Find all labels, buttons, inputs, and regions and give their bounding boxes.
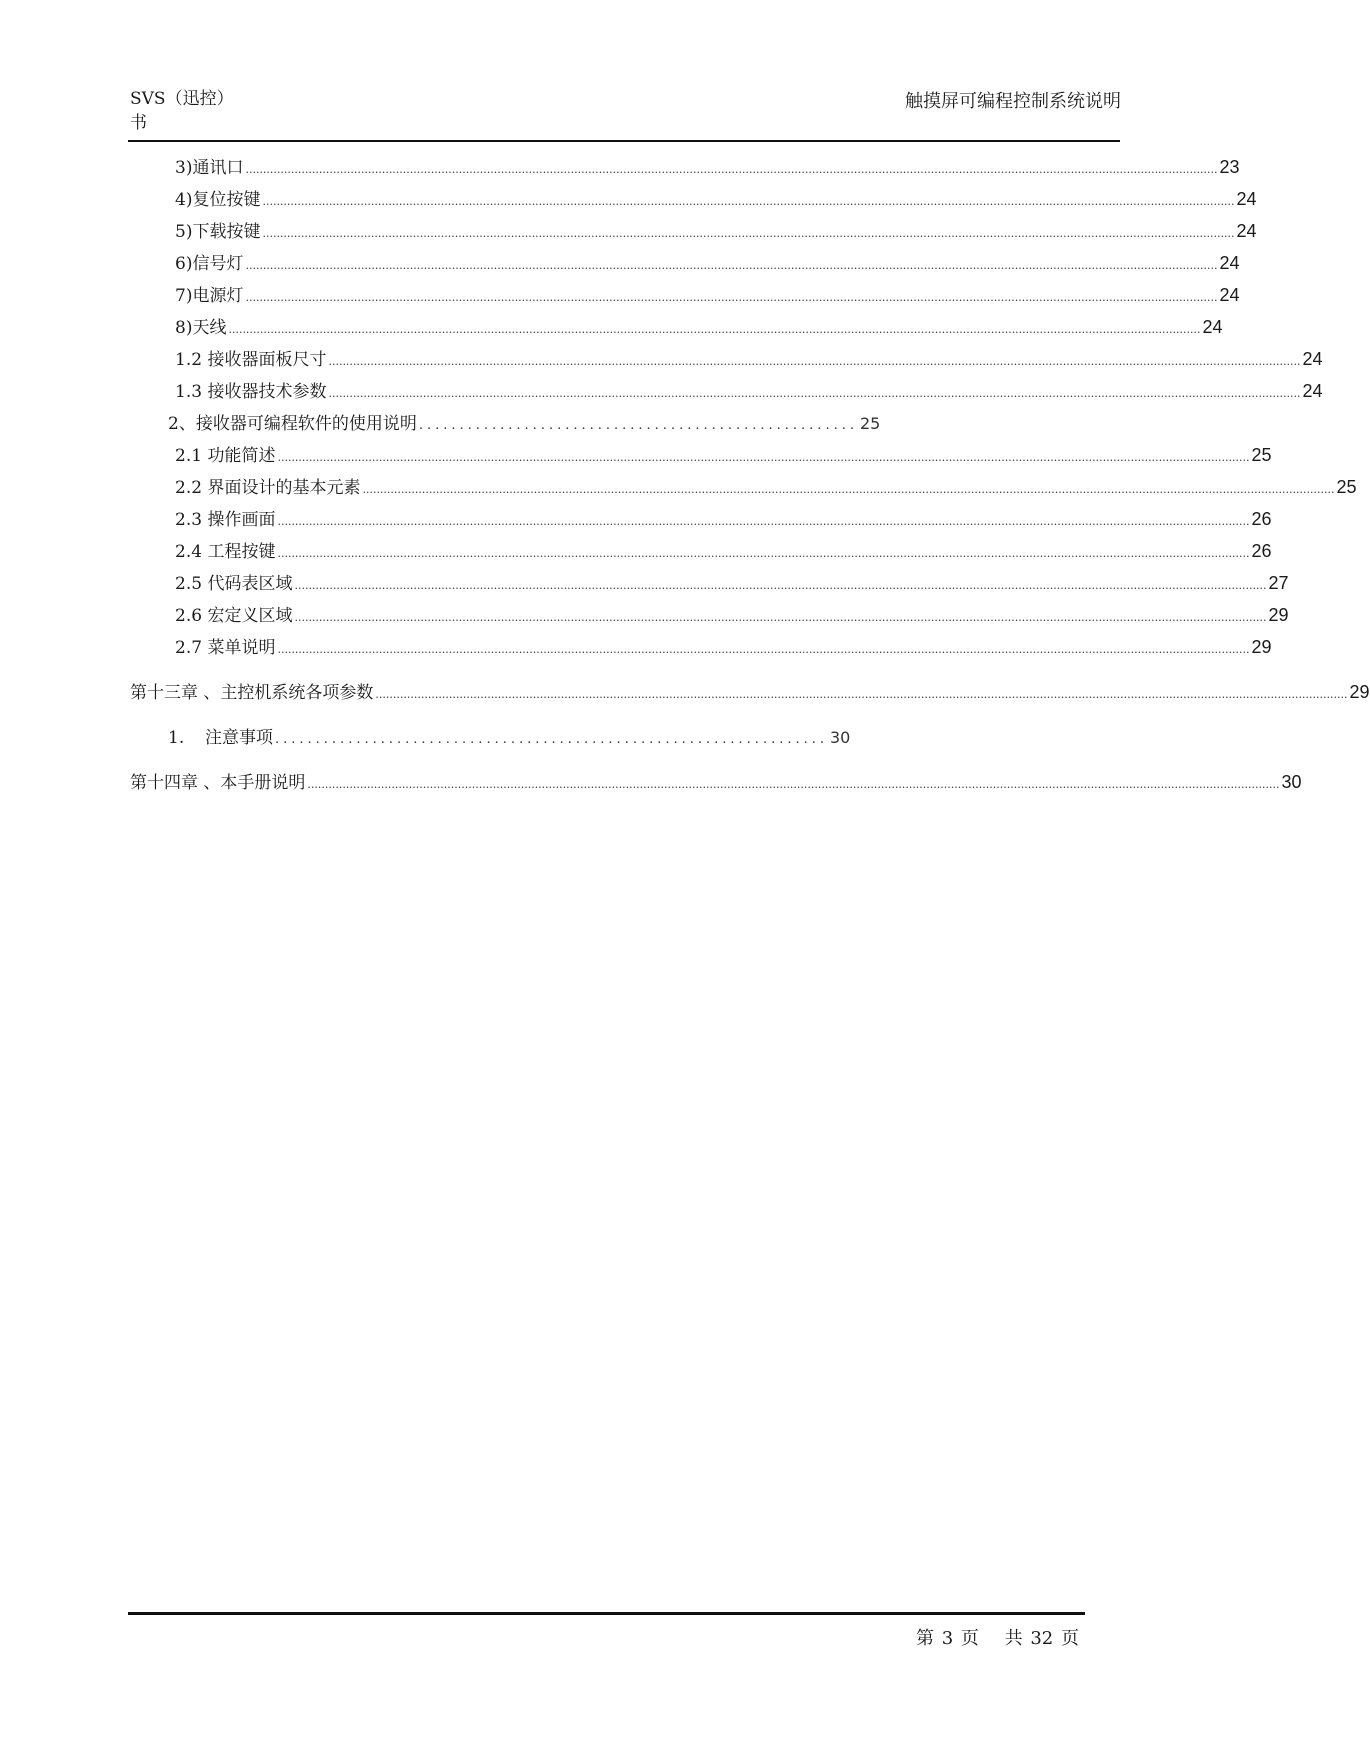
toc-entry-page: 25 — [859, 414, 881, 433]
toc-entry-page: 29 — [1349, 682, 1370, 702]
toc-entry[interactable] — [175, 153, 1240, 178]
toc-entry[interactable] — [168, 723, 998, 748]
header-left-line2: 书 — [130, 113, 147, 133]
toc-entry-title: 下载按键 — [192, 222, 261, 242]
toc-entry-title: 2.7 菜单说明 — [175, 638, 276, 658]
footer-divider — [128, 1612, 1085, 1615]
toc-entry-title: 注意事项 — [205, 728, 273, 748]
toc-entry-title: 通讯口 — [192, 158, 244, 178]
toc-entry-page: 24 — [1302, 381, 1323, 401]
toc-leader-dots: ...................................................... — [418, 418, 858, 433]
toc-entry-page: 24 — [1302, 349, 1323, 369]
page-number-footer: 第 3 页 共 32 页 — [916, 1628, 1079, 1649]
toc-entry[interactable] — [168, 409, 998, 434]
toc-entry[interactable] — [175, 185, 1257, 210]
toc-entry-page: 24 — [1202, 317, 1223, 337]
toc-entry-number: 7) — [175, 286, 193, 306]
toc-entry-title: 第十三章 、主控机系统各项参数 — [130, 683, 374, 703]
toc-leader-dots: ...................................................................................................................................................................................................................................................................................... — [262, 227, 1235, 240]
toc-entry-title: 信号灯 — [192, 254, 244, 274]
toc-leader-dots: ...................................................................................................................................................................................................................................................................................... — [228, 323, 1201, 336]
header-title: 触摸屏可编程控制系统说明 — [905, 91, 1121, 112]
toc-leader-dots: ...................................................................................................................................................................................................................................................................................... — [262, 195, 1235, 208]
toc-leader-dots: ...................................................................................................................................................................................................................................................................................... — [277, 643, 1250, 656]
toc-entry[interactable] — [175, 249, 1240, 274]
toc-entry-page: 25 — [1251, 445, 1272, 465]
toc-leader-dots: ...................................................................................................................................................................................................................................................................................... — [245, 291, 1218, 304]
toc-leader-dots: ...................................................................................................................................................................................................................................................................................... — [277, 515, 1250, 528]
toc-entry[interactable] — [175, 537, 1272, 562]
toc-entry[interactable] — [175, 217, 1257, 242]
toc-entry-title: 2.4 工程按键 — [175, 542, 276, 562]
toc-entry[interactable] — [175, 505, 1272, 530]
toc-entry-title: 2.1 功能简述 — [175, 446, 276, 466]
toc-entry[interactable] — [175, 473, 1357, 498]
toc-leader-dots: ...................................................................................................................................................................................................................................................................................... — [294, 579, 1267, 592]
toc-chapter-entry[interactable] — [130, 768, 1302, 793]
toc-entry-number: 8) — [175, 318, 193, 338]
toc-entry-page: 24 — [1236, 221, 1257, 241]
toc-entry-title: 2.3 操作画面 — [175, 510, 276, 530]
header-left — [130, 87, 234, 135]
toc-entry-title: 1.3 接收器技术参数 — [175, 382, 327, 402]
toc-entry[interactable] — [175, 281, 1240, 306]
toc-leader-dots: ...................................................................................................................................................................................................................................................................................... — [328, 387, 1301, 400]
toc-entry-page: 29 — [1268, 605, 1289, 625]
toc-entry-title: 2.5 代码表区域 — [175, 574, 293, 594]
toc-entry-page: 30 — [1281, 772, 1302, 792]
header-left-line1: SVS（迅控） — [130, 89, 234, 109]
toc-entry[interactable] — [175, 633, 1272, 658]
toc-entry-number: 4) — [175, 190, 193, 210]
toc-entry-number: 5) — [175, 222, 193, 242]
toc-entry-page: 26 — [1251, 509, 1272, 529]
toc-entry-title: 2.2 界面设计的基本元素 — [175, 478, 361, 498]
toc-entry[interactable] — [175, 441, 1272, 466]
toc-entry-title: 第十四章 、本手册说明 — [130, 773, 306, 793]
toc-leader-dots: ...................................................................................................................................................................................................................................................................................... — [328, 355, 1301, 368]
toc-entry[interactable] — [175, 345, 1323, 370]
toc-entry-page: 25 — [1336, 477, 1357, 497]
toc-leader-dots: ...................................................................................................................................................................................................................................................................................... — [277, 451, 1250, 464]
toc-entry[interactable] — [175, 569, 1289, 594]
toc-entry-number: 3) — [175, 158, 193, 178]
toc-entry-page: 23 — [1219, 157, 1240, 177]
toc-entry-page: 24 — [1219, 253, 1240, 273]
toc-entry-number: 1. — [168, 728, 185, 748]
toc-leader-dots: ...................................................................................................................................................................................................................................................................................... — [375, 688, 1348, 701]
toc-entry-title: 2.6 宏定义区域 — [175, 606, 293, 626]
toc-leader-dots: ...................................................................................................................................................................................................................................................................................... — [294, 611, 1267, 624]
toc-entry-title: 天线 — [192, 318, 227, 338]
toc-leader-dots: ...................................................................................................................................................................................................................................................................................... — [245, 163, 1218, 176]
toc-chapter-entry[interactable] — [130, 678, 1370, 703]
toc-entry-title: 1.2 接收器面板尺寸 — [175, 350, 327, 370]
toc-leader-dots: ...................................................................................................................................................................................................................................................................................... — [245, 259, 1218, 272]
toc-leader-dots: ...................................................................................................................................................................................................................................................................................... — [362, 483, 1335, 496]
toc-entry-page: 26 — [1251, 541, 1272, 561]
toc-leader-dots: ...................................................................................................................................................................................................................................................................................... — [307, 778, 1280, 791]
toc-entry-page: 24 — [1219, 285, 1240, 305]
toc-entry-title: 2、接收器可编程软件的使用说明 — [168, 414, 417, 434]
toc-entry-number: 6) — [175, 254, 193, 274]
toc-leader-dots: .................................................................... — [275, 732, 828, 747]
toc-entry-page: 30 — [830, 728, 851, 747]
toc-entry-page: 29 — [1251, 637, 1272, 657]
toc-entry-title: 复位按键 — [192, 190, 261, 210]
toc-entry[interactable] — [175, 313, 1223, 338]
toc-entry[interactable] — [175, 377, 1323, 402]
toc-entry-page: 27 — [1268, 573, 1289, 593]
toc-entry-page: 24 — [1236, 189, 1257, 209]
toc-entry-title: 电源灯 — [192, 286, 244, 306]
header-divider — [128, 140, 1120, 142]
toc-entry[interactable] — [175, 601, 1289, 626]
toc-leader-dots: ...................................................................................................................................................................................................................................................................................... — [277, 547, 1250, 560]
